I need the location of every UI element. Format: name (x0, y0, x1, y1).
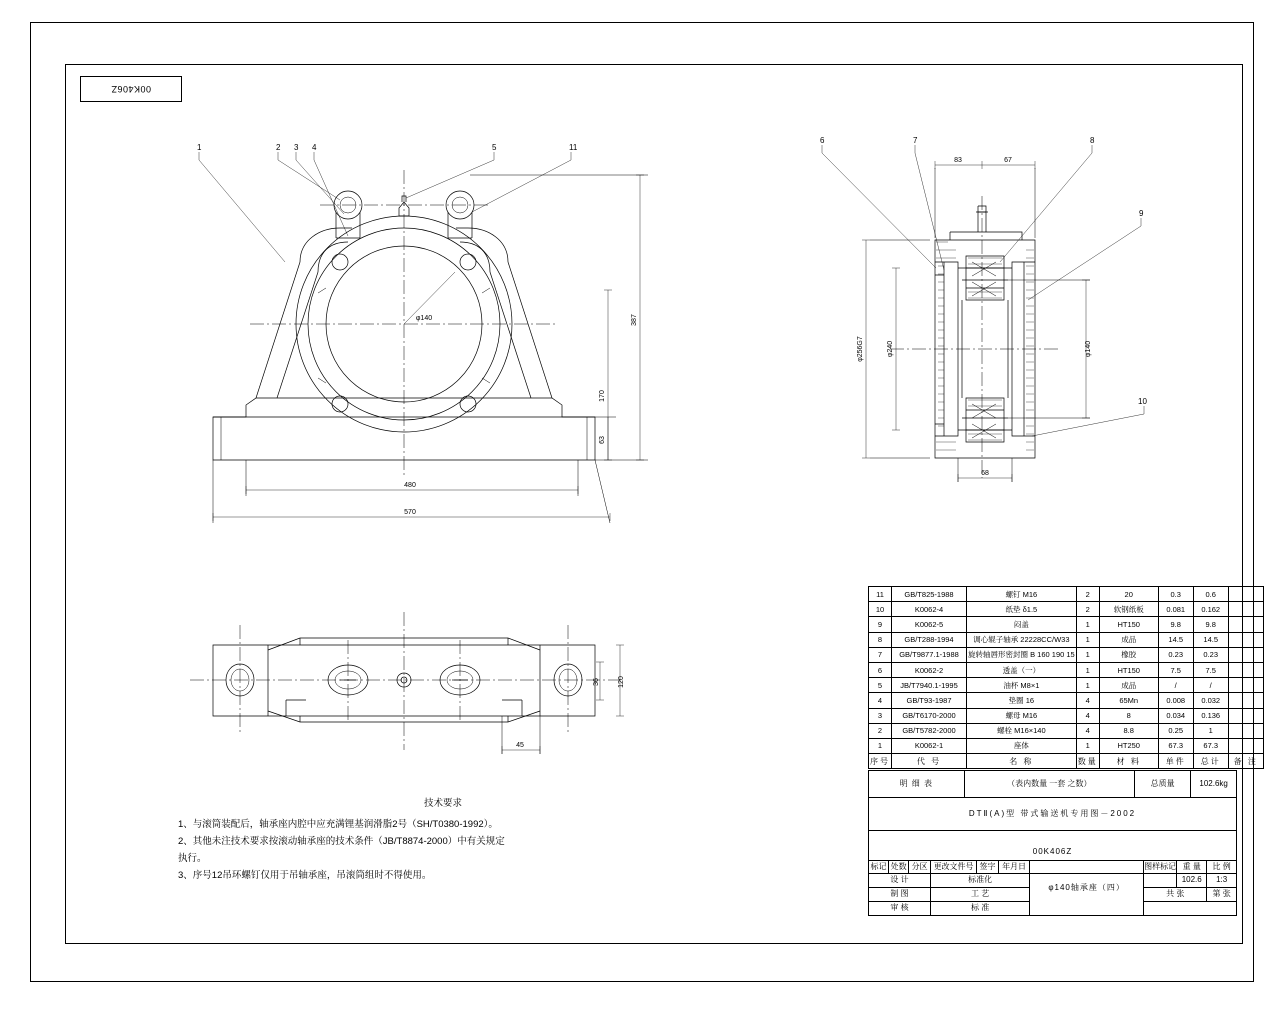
bom-code: K0062-5 (892, 617, 967, 632)
mark-label: 图样标记 (1144, 861, 1177, 874)
bom-remark (1228, 662, 1263, 677)
bom-w2: 67.3 (1193, 738, 1228, 753)
role-draw: 制 图 (869, 888, 931, 902)
bom-name: 调心辊子轴承 22228CC/W33 (967, 632, 1077, 647)
tech-line: 3、序号12吊环螺钉仅用于吊轴承座，吊滚筒组时不得使用。 (178, 870, 432, 881)
bom-w2: 1 (1193, 723, 1228, 738)
bom-code: GB/T6170-2000 (892, 708, 967, 723)
svg-text:9: 9 (1139, 209, 1144, 218)
bom-no: 4 (869, 693, 892, 708)
svg-text:7: 7 (913, 136, 918, 145)
bom-qty: 4 (1076, 708, 1099, 723)
role-standard: 标 准 (931, 902, 1030, 916)
svg-text:1: 1 (197, 143, 202, 152)
table-row (869, 708, 1264, 723)
role-process: 工 艺 (931, 888, 1030, 902)
bom-name: 闷盖 (967, 617, 1077, 632)
bom-qty: 2 (1076, 602, 1099, 617)
svg-text:45: 45 (516, 742, 524, 749)
bom-header-w2: 总计 (1193, 754, 1228, 769)
bom-qty: 1 (1076, 647, 1099, 662)
bom-material: 橡胶 (1099, 647, 1158, 662)
table-row (869, 587, 1264, 602)
technical-requirements (178, 795, 708, 884)
bom-header-w1: 单件 (1158, 754, 1193, 769)
bom-w2: 0.23 (1193, 647, 1228, 662)
bom-material: HT150 (1099, 662, 1158, 677)
table-row (869, 738, 1264, 753)
bom-name: 旋转轴唇形密封圈 B 160 190 15 (967, 647, 1077, 662)
role-standardize: 标准化 (931, 874, 1030, 888)
rev-docno: 更改文件号 (931, 861, 977, 874)
bom-no: 1 (869, 738, 892, 753)
bom-w2: 0.032 (1193, 693, 1228, 708)
svg-text:387: 387 (631, 314, 638, 326)
bom-name: 螺母 M16 (967, 708, 1077, 723)
bom-name: 螺栓 M16×140 (967, 723, 1077, 738)
table-row (869, 602, 1264, 617)
project-title: DTⅡ(A)型 带式输送机专用图－2002 (869, 798, 1237, 831)
bom-remark (1228, 723, 1263, 738)
svg-text:480: 480 (404, 482, 416, 489)
bom-qty: 1 (1076, 678, 1099, 693)
tech-line: 2、其他未注技术要求按滚动轴承座的技术条件（JB/T8874-2000）中有关规定 (178, 836, 505, 847)
rev-zone: 分区 (909, 861, 931, 874)
total-mass-label: 总质量 (1135, 771, 1191, 798)
role-check: 审 核 (869, 902, 931, 916)
svg-text:63: 63 (599, 436, 606, 444)
bom-name: 纸垫 δ1.5 (967, 602, 1077, 617)
scale-value: 1:3 (1207, 874, 1237, 888)
bom-remark (1228, 693, 1263, 708)
bom-code: K0062-2 (892, 662, 967, 677)
scale-label: 比 例 (1207, 861, 1237, 874)
bom-code: K0062-4 (892, 602, 967, 617)
rev-qty: 处数 (889, 861, 909, 874)
bom-name: 油杯 M8×1 (967, 678, 1077, 693)
bom-remark (1228, 632, 1263, 647)
bom-code: GB/T825-1988 (892, 587, 967, 602)
bom-material: 成品 (1099, 632, 1158, 647)
table-row (869, 693, 1264, 708)
table-row (869, 723, 1264, 738)
bom-qty: 4 (1076, 693, 1099, 708)
bom-header-remark: 备 注 (1228, 754, 1263, 769)
bom-w1: 67.3 (1158, 738, 1193, 753)
qty-note: （表内数量 一套 之数） (964, 771, 1134, 798)
svg-text:570: 570 (404, 509, 416, 516)
svg-text:φ140: φ140 (415, 315, 433, 322)
rev-sign: 签字 (977, 861, 999, 874)
bom-w1: 7.5 (1158, 662, 1193, 677)
bom-w1: 14.5 (1158, 632, 1193, 647)
title-block (868, 770, 1237, 874)
title-row-list (869, 771, 1237, 798)
bom-w1: 9.8 (1158, 617, 1193, 632)
bom-remark (1228, 617, 1263, 632)
weight-label: 重 量 (1177, 861, 1207, 874)
bom-qty: 1 (1076, 632, 1099, 647)
svg-text:φ240: φ240 (887, 340, 894, 358)
bom-name: 透盖（一） (967, 662, 1077, 677)
bom-remark (1228, 602, 1263, 617)
svg-text:6: 6 (820, 136, 825, 145)
bom-material: 软钢纸板 (1099, 602, 1158, 617)
bom-material: 成品 (1099, 678, 1158, 693)
blank-cell (1144, 902, 1237, 916)
bom-qty: 2 (1076, 587, 1099, 602)
bom-name: 垫圈 16 (967, 693, 1077, 708)
bom-code: GB/T93-1987 (892, 693, 967, 708)
svg-text:36: 36 (593, 678, 600, 686)
corner-code-box (80, 76, 182, 102)
svg-text:120: 120 (618, 676, 625, 688)
bom-no: 6 (869, 662, 892, 677)
svg-text:67: 67 (1004, 157, 1012, 164)
bom-material: 20 (1099, 587, 1158, 602)
bom-no: 10 (869, 602, 892, 617)
svg-text:170: 170 (599, 390, 606, 402)
svg-text:2: 2 (276, 143, 281, 152)
mark-value (1144, 874, 1177, 888)
bom-qty: 1 (1076, 738, 1099, 753)
bom-header-code: 代 号 (892, 754, 967, 769)
bom-w1: 0.25 (1158, 723, 1193, 738)
bom-header-row (869, 754, 1264, 769)
bom-material: 65Mn (1099, 693, 1158, 708)
svg-text:83: 83 (954, 157, 962, 164)
bom-qty: 1 (1076, 617, 1099, 632)
svg-text:5: 5 (492, 143, 497, 152)
bom-code: GB/T288-1994 (892, 632, 967, 647)
bom-no: 11 (869, 587, 892, 602)
bom-w2: 0.6 (1193, 587, 1228, 602)
bom-w2: 7.5 (1193, 662, 1228, 677)
bom-header-name: 名 称 (967, 754, 1077, 769)
bom-remark (1228, 587, 1263, 602)
bom-header-material: 材 料 (1099, 754, 1158, 769)
bom-no: 5 (869, 678, 892, 693)
bom-w1: / (1158, 678, 1193, 693)
bom-qty: 4 (1076, 723, 1099, 738)
corner-code-text: 00K406Z (110, 84, 152, 94)
bom-code: GB/T5782-2000 (892, 723, 967, 738)
tech-title: 技术要求 (423, 798, 462, 809)
bom-w2: / (1193, 678, 1228, 693)
table-row (869, 678, 1264, 693)
svg-text:3: 3 (294, 143, 299, 152)
bom-name: 螺钉 M16 (967, 587, 1077, 602)
bom-remark (1228, 708, 1263, 723)
weight-value: 102.6 (1177, 874, 1207, 888)
bom-qty: 1 (1076, 662, 1099, 677)
table-row (869, 632, 1264, 647)
bom-w1: 0.008 (1158, 693, 1193, 708)
bom-remark (1228, 678, 1263, 693)
bom-no: 2 (869, 723, 892, 738)
bom-code: K0062-1 (892, 738, 967, 753)
bom-material: HT250 (1099, 738, 1158, 753)
svg-text:4: 4 (312, 143, 317, 152)
bom-w2: 0.162 (1193, 602, 1228, 617)
bom-w2: 9.8 (1193, 617, 1228, 632)
bom-no: 8 (869, 632, 892, 647)
svg-text:8: 8 (1090, 136, 1095, 145)
revision-header-row (869, 861, 1237, 874)
bom-material: 8 (1099, 708, 1158, 723)
part-name: φ140轴承座（四） (1030, 861, 1144, 916)
bom-remark (1228, 738, 1263, 753)
table-row (869, 647, 1264, 662)
bom-header-no: 序号 (869, 754, 892, 769)
bom-w1: 0.081 (1158, 602, 1193, 617)
title-row-project (869, 798, 1237, 831)
drawing-code: 00K406Z (869, 831, 1237, 874)
bom-remark (1228, 647, 1263, 662)
bill-of-materials (868, 586, 1264, 769)
table-row (869, 662, 1264, 677)
bom-w2: 14.5 (1193, 632, 1228, 647)
svg-text:φ140: φ140 (1085, 340, 1092, 358)
bom-material: 8.8 (1099, 723, 1158, 738)
table-row (869, 617, 1264, 632)
tech-line: 1、与滚筒装配后，轴承座内腔中应充满锂基润滑脂2号（SH/T0380-1992）。 (178, 819, 498, 830)
role-design: 设 计 (869, 874, 931, 888)
bom-code: JB/T7940.1-1995 (892, 678, 967, 693)
svg-text:68: 68 (981, 470, 989, 477)
sheet-no: 第 张 (1207, 888, 1237, 902)
bom-code: GB/T9877.1-1988 (892, 647, 967, 662)
bom-header-qty: 数量 (1076, 754, 1099, 769)
bom-no: 3 (869, 708, 892, 723)
bom-no: 9 (869, 617, 892, 632)
bom-w1: 0.034 (1158, 708, 1193, 723)
rev-mark: 标记 (869, 861, 889, 874)
title-block-lower (868, 860, 1237, 916)
bom-name: 座体 (967, 738, 1077, 753)
rev-date: 年月日 (998, 861, 1029, 874)
svg-text:φ256G7: φ256G7 (857, 336, 864, 362)
total-mass-value: 102.6kg (1191, 771, 1237, 798)
sheet-total: 共 张 (1144, 888, 1207, 902)
tech-line: 执行。 (178, 853, 207, 864)
parts-list-label: 明 细 表 (869, 771, 965, 798)
bom-material: HT150 (1099, 617, 1158, 632)
bom-w2: 0.136 (1193, 708, 1228, 723)
bom-w1: 0.23 (1158, 647, 1193, 662)
svg-text:11: 11 (569, 143, 578, 152)
bom-no: 7 (869, 647, 892, 662)
bom-w1: 0.3 (1158, 587, 1193, 602)
svg-text:10: 10 (1138, 397, 1147, 406)
